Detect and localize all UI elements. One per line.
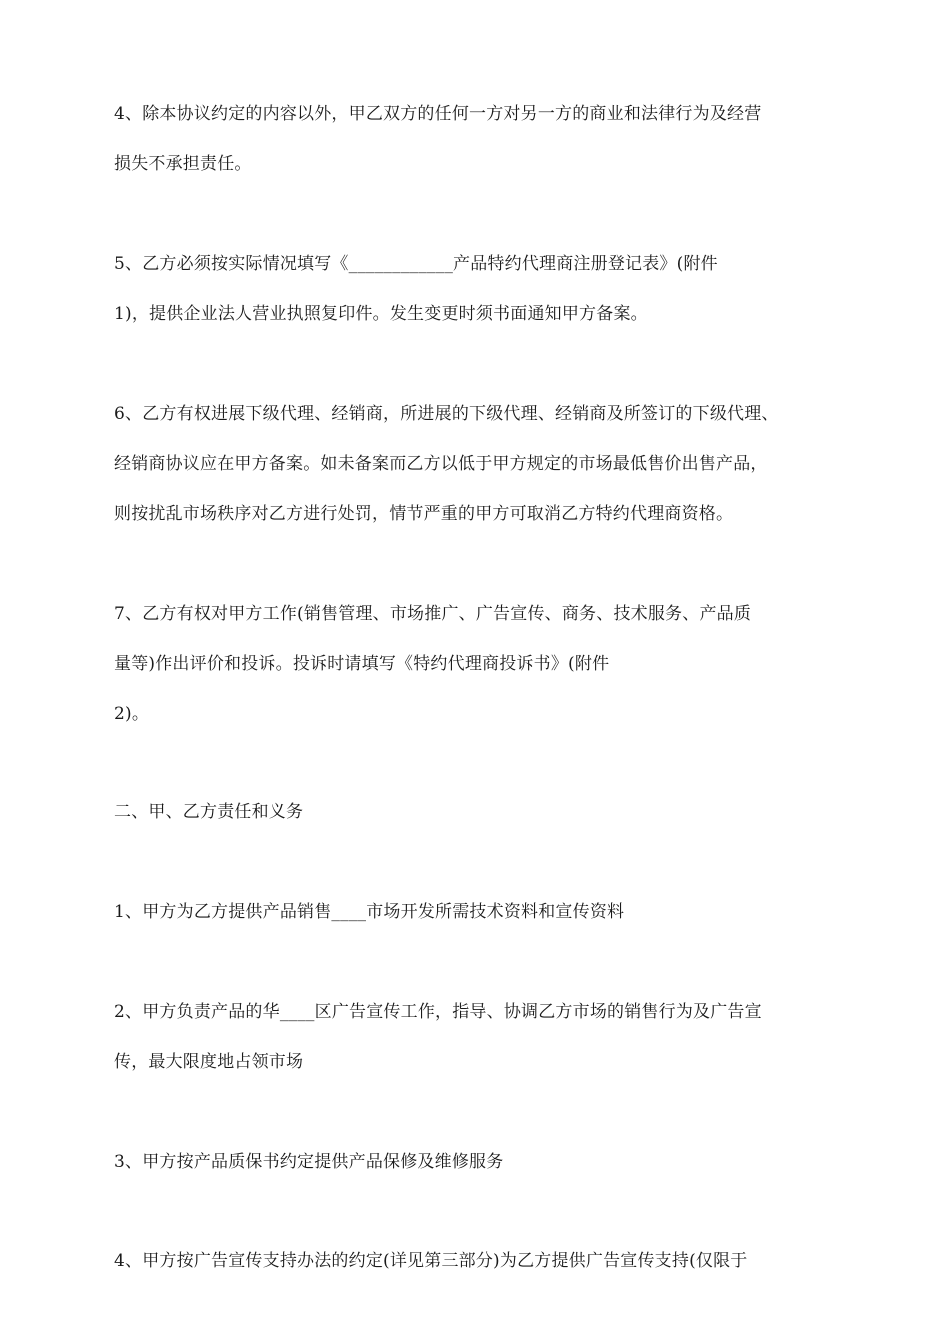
text-line-8: 7、乙方有权对甲方工作(销售管理、市场推广、广告宣传、商务、技术服务、产品质 (114, 604, 752, 624)
text-line-14: 传，最大限度地占领市场 (114, 1052, 304, 1072)
text-line-2: 损失不承担责任。 (114, 154, 252, 174)
text-line-6: 经销商协议应在甲方备案。如未备案而乙方以低于甲方规定的市场最低售价出售产品， (114, 454, 768, 474)
text-line-3: 5、乙方必须按实际情况填写《____________产品特约代理商注册登记表》(附件 (114, 254, 718, 274)
text-line-1: 4、除本协议约定的内容以外，甲乙双方的任何一方对另一方的商业和法律行为及经营 (114, 104, 762, 124)
text-line-4: 1)，提供企业法人营业执照复印件。发生变更时须书面通知甲方备案。 (114, 304, 648, 324)
text-line-12: 1、甲方为乙方提供产品销售____市场开发所需技术资料和宣传资料 (114, 902, 625, 922)
section-heading: 二、甲、乙方责任和义务 (114, 802, 304, 822)
text-line-10: 2)。 (114, 704, 150, 724)
text-line-15: 3、甲方按产品质保书约定提供产品保修及维修服务 (114, 1152, 504, 1172)
text-line-16: 4、甲方按广告宣传支持办法的约定(详见第三部分)为乙方提供广告宣传支持(仅限于 (114, 1251, 748, 1271)
text-line-9: 量等)作出评价和投诉。投诉时请填写《特约代理商投诉书》(附件 (114, 654, 610, 674)
text-line-13: 2、甲方负责产品的华____区广告宣传工作，指导、协调乙方市场的销售行为及广告宣 (114, 1002, 762, 1022)
text-line-5: 6、乙方有权进展下级代理、经销商，所进展的下级代理、经销商及所签订的下级代理、 (114, 404, 779, 424)
text-line-7: 则按扰乱市场秩序对乙方进行处罚，情节严重的甲方可取消乙方特约代理商资格。 (114, 504, 734, 524)
